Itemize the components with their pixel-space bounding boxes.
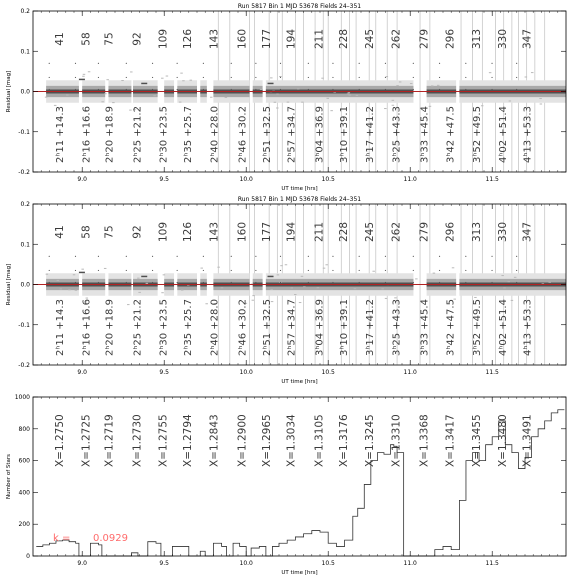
field-dot <box>126 282 127 283</box>
field-dot <box>308 256 309 257</box>
field-coord-label: 3ʰ42 +47.5 <box>445 299 457 356</box>
field-dot <box>516 77 517 78</box>
field-dot <box>126 256 127 257</box>
field-dot <box>49 77 50 78</box>
field-dot <box>98 77 99 78</box>
field-dot <box>280 77 281 78</box>
field-number-label: 347 <box>521 28 534 50</box>
field-number-label: 279 <box>418 221 431 243</box>
field-dot <box>203 270 204 271</box>
x-tick-label: 9.0 <box>77 176 87 183</box>
field-coord-label: 2ʰ16 +16.6 <box>81 106 93 163</box>
field-dot <box>385 282 386 283</box>
field-number-label: 211 <box>313 28 326 50</box>
field-dot <box>255 89 256 90</box>
field-number-label: 143 <box>208 221 221 243</box>
field-number-label: 313 <box>470 221 483 243</box>
field-dot <box>516 89 517 90</box>
field-coord-label: 2ʰ11 +14.3 <box>55 299 67 356</box>
field-dot <box>126 63 127 64</box>
field-dot <box>308 89 309 90</box>
field-number-label: 75 <box>103 32 116 46</box>
field-dot <box>255 282 256 283</box>
airmass-label: X=1.2965 <box>260 414 273 467</box>
y-tick-label: 400 <box>18 489 30 497</box>
x-tick-label: 9.0 <box>77 369 87 376</box>
x-axis-label: UT time [hrs] <box>281 186 318 192</box>
airmass-label: X=1.2900 <box>236 414 249 467</box>
field-number-label: 143 <box>208 28 221 50</box>
field-dot <box>491 270 492 271</box>
field-coord-label: 2ʰ30 +23.5 <box>158 299 170 356</box>
field-dot <box>231 256 232 257</box>
field-number-label: 126 <box>182 221 195 243</box>
field-dot <box>439 282 440 283</box>
y-tick-label: 0.2 <box>20 201 30 208</box>
field-dot <box>413 63 414 64</box>
x-tick-label: 11.5 <box>485 176 499 183</box>
field-dot <box>359 256 360 257</box>
field-coord-label: 3ʰ52 +49.5 <box>471 106 483 163</box>
field-number-label: 330 <box>497 221 510 243</box>
chart-title: Run 5817 Bin 1 MJD 53678 Fields 24–351 <box>237 3 362 10</box>
field-dot <box>75 89 76 90</box>
field-dot <box>49 282 50 283</box>
x-tick-label: 9.0 <box>77 560 87 567</box>
airmass-label: X=1.3491 <box>521 414 534 467</box>
y-tick-label: 1000 <box>14 394 30 401</box>
field-dot <box>255 270 256 271</box>
field-coord-label: 3ʰ10 +39.1 <box>338 299 350 356</box>
field-dot <box>359 282 360 283</box>
x-tick-label: 9.5 <box>159 369 169 376</box>
airmass-label: X=1.2750 <box>54 414 67 467</box>
field-number-label: 109 <box>157 28 170 50</box>
field-dot <box>385 77 386 78</box>
field-dot <box>177 89 178 90</box>
field-coord-label: 2ʰ46 +30.2 <box>237 299 249 356</box>
field-dot <box>413 256 414 257</box>
field-coord-label: 2ʰ46 +30.2 <box>237 106 249 163</box>
field-dot <box>359 63 360 64</box>
field-dot <box>152 256 153 257</box>
field-coord-label: 2ʰ51 +32.5 <box>261 299 273 356</box>
y-tick-label: -0.1 <box>18 321 30 329</box>
x-tick-label: 10.5 <box>321 369 335 376</box>
field-dot <box>177 63 178 64</box>
field-dot <box>280 256 281 257</box>
field-dot <box>516 256 517 257</box>
field-dot <box>177 270 178 271</box>
field-coord-label: 3ʰ25 +43.3 <box>391 106 403 163</box>
field-dot <box>332 77 333 78</box>
y-tick-label: 800 <box>18 425 30 433</box>
field-number-label: 160 <box>236 28 249 50</box>
airmass-label: X=1.2719 <box>103 414 116 467</box>
field-dot <box>203 256 204 257</box>
y-tick-label: 0 <box>26 553 30 560</box>
x-tick-label: 11.5 <box>485 560 499 567</box>
y-tick-label: 0.2 <box>20 8 30 15</box>
field-dot <box>75 63 76 64</box>
field-number-label: 41 <box>54 225 67 239</box>
field-dot <box>413 270 414 271</box>
field-dot <box>385 270 386 271</box>
field-dot <box>465 77 466 78</box>
y-tick-label: -0.1 <box>18 128 30 136</box>
field-coord-label: 2ʰ25 +21.2 <box>132 299 144 356</box>
field-dot <box>49 89 50 90</box>
airmass-label: X=1.2755 <box>157 414 170 467</box>
x-tick-label: 9.5 <box>159 560 169 567</box>
chart-title: Run 5817 Bin 1 MJD 53678 Fields 24–351 <box>237 196 362 203</box>
field-coord-label: 2ʰ57 +34.7 <box>286 299 298 356</box>
field-dot <box>385 89 386 90</box>
y-tick-label: 200 <box>18 521 30 529</box>
field-dot <box>75 256 76 257</box>
field-number-label: 109 <box>157 221 170 243</box>
y-tick-label: -0.2 <box>18 362 30 369</box>
field-dot <box>231 282 232 283</box>
field-dot <box>255 256 256 257</box>
airmass-label: X=1.3417 <box>444 414 457 467</box>
field-coord-label: 3ʰ17 +41.2 <box>365 299 377 356</box>
field-dot <box>98 270 99 271</box>
airmass-label: X=1.3480 <box>497 414 510 467</box>
field-dot <box>49 270 50 271</box>
y-tick-label: -0.2 <box>18 169 30 176</box>
field-coord-label: 2ʰ30 +23.5 <box>158 106 170 163</box>
field-dot <box>465 282 466 283</box>
field-number-label: 75 <box>103 225 116 239</box>
field-dot <box>98 63 99 64</box>
field-dot <box>152 63 153 64</box>
field-coord-label: 2ʰ20 +18.9 <box>104 299 116 356</box>
airmass-label: X=1.2794 <box>182 414 195 467</box>
field-number-label: 228 <box>337 28 350 50</box>
field-coord-label: 2ʰ51 +32.5 <box>261 106 273 163</box>
field-dot <box>439 63 440 64</box>
field-dot <box>280 270 281 271</box>
field-dot <box>177 256 178 257</box>
field-dot <box>280 282 281 283</box>
y-axis-label: Number of Stars <box>6 453 12 500</box>
field-dot <box>491 77 492 78</box>
extinction-value: 0.0929 <box>93 533 128 544</box>
residual-panel-top <box>6 3 566 192</box>
field-number-label: 126 <box>182 28 195 50</box>
field-coord-label: 2ʰ35 +25.7 <box>183 299 195 356</box>
field-dot <box>203 282 204 283</box>
field-dot <box>49 256 50 257</box>
field-dot <box>177 282 178 283</box>
field-dot <box>491 256 492 257</box>
airmass-label: X=1.2725 <box>80 414 93 467</box>
field-dot <box>98 282 99 283</box>
field-dot <box>491 63 492 64</box>
field-dot <box>126 270 127 271</box>
extinction-symbol: k = <box>53 533 71 544</box>
y-tick-label: 600 <box>18 457 30 465</box>
field-dot <box>98 89 99 90</box>
field-dot <box>332 256 333 257</box>
field-dot <box>491 89 492 90</box>
y-tick-label: 0.0 <box>20 281 30 289</box>
field-number-label: 160 <box>236 221 249 243</box>
field-dot <box>332 282 333 283</box>
field-dot <box>280 89 281 90</box>
y-axis-label: Residual [mag] <box>6 263 12 306</box>
field-number-label: 330 <box>497 28 510 50</box>
field-dot <box>413 77 414 78</box>
airmass-label: X=1.3245 <box>364 414 377 467</box>
field-dot <box>152 77 153 78</box>
x-tick-label: 10.0 <box>239 560 253 567</box>
field-dot <box>308 77 309 78</box>
field-number-label: 245 <box>364 221 377 243</box>
field-coord-label: 3ʰ33 +45.4 <box>419 106 431 163</box>
field-dot <box>332 270 333 271</box>
y-axis-label: Residual [mag] <box>6 70 12 113</box>
field-dot <box>231 63 232 64</box>
field-dot <box>465 270 466 271</box>
y-tick-label: 0.1 <box>20 48 30 56</box>
field-number-label: 177 <box>260 221 273 243</box>
field-coord-label: 3ʰ17 +41.2 <box>365 106 377 163</box>
field-number-label: 92 <box>131 32 144 46</box>
field-coord-label: 3ʰ33 +45.4 <box>419 299 431 356</box>
field-coord-label: 2ʰ11 +14.3 <box>55 106 67 163</box>
airmass-label: X=1.3105 <box>313 414 326 467</box>
airmass-label: X=1.3034 <box>285 414 298 467</box>
field-coord-label: 3ʰ04 +36.9 <box>314 106 326 163</box>
field-dot <box>49 63 50 64</box>
field-number-label: 245 <box>364 28 377 50</box>
field-coord-label: 2ʰ20 +18.9 <box>104 106 116 163</box>
field-number-label: 262 <box>390 221 403 243</box>
field-number-label: 194 <box>285 221 298 243</box>
field-dot <box>516 282 517 283</box>
field-dot <box>385 63 386 64</box>
star-count-panel <box>6 394 566 576</box>
field-dot <box>439 89 440 90</box>
field-dot <box>413 282 414 283</box>
field-dot <box>465 89 466 90</box>
field-dot <box>231 77 232 78</box>
field-dot <box>516 270 517 271</box>
field-dot <box>231 270 232 271</box>
field-dot <box>203 77 204 78</box>
y-tick-label: 0.0 <box>20 88 30 96</box>
airmass-label: X=1.3310 <box>390 414 403 467</box>
field-dot <box>98 256 99 257</box>
field-dot <box>255 63 256 64</box>
field-number-label: 41 <box>54 32 67 46</box>
field-number-label: 177 <box>260 28 273 50</box>
field-dot <box>126 89 127 90</box>
field-dot <box>75 270 76 271</box>
y-tick-label: 0.1 <box>20 241 30 249</box>
residual-panel-middle <box>6 196 566 385</box>
field-coord-label: 2ʰ57 +34.7 <box>286 106 298 163</box>
field-number-label: 228 <box>337 221 350 243</box>
field-coord-label: 4ʰ13 +53.3 <box>522 299 534 356</box>
field-number-label: 211 <box>313 221 326 243</box>
field-coord-label: 2ʰ40 +28.0 <box>209 106 221 163</box>
field-dot <box>308 282 309 283</box>
field-dot <box>280 63 281 64</box>
airmass-label: X=1.2730 <box>131 414 144 467</box>
field-coord-label: 2ʰ25 +21.2 <box>132 106 144 163</box>
field-dot <box>308 63 309 64</box>
field-dot <box>332 89 333 90</box>
field-number-label: 194 <box>285 28 298 50</box>
field-number-label: 313 <box>470 28 483 50</box>
x-tick-label: 9.5 <box>159 176 169 183</box>
x-tick-label: 10.5 <box>321 560 335 567</box>
x-axis-label: UT time [hrs] <box>281 379 318 385</box>
airmass-label: X=1.2843 <box>208 414 221 467</box>
field-dot <box>491 282 492 283</box>
field-dot <box>516 63 517 64</box>
field-coord-label: 2ʰ35 +25.7 <box>183 106 195 163</box>
field-number-label: 296 <box>444 221 457 243</box>
field-dot <box>359 77 360 78</box>
field-dot <box>465 256 466 257</box>
airmass-label: X=1.3455 <box>470 414 483 467</box>
field-number-label: 347 <box>521 221 534 243</box>
x-tick-label: 11.0 <box>403 369 417 376</box>
field-dot <box>177 77 178 78</box>
field-dot <box>152 282 153 283</box>
field-dot <box>465 63 466 64</box>
field-number-label: 58 <box>80 225 93 239</box>
x-tick-label: 10.5 <box>321 176 335 183</box>
field-dot <box>439 256 440 257</box>
field-dot <box>203 63 204 64</box>
airmass-label: X=1.3176 <box>337 414 350 467</box>
field-number-label: 92 <box>131 225 144 239</box>
field-coord-label: 4ʰ02 +51.4 <box>498 106 510 163</box>
field-dot <box>385 256 386 257</box>
field-dot <box>231 89 232 90</box>
field-number-label: 296 <box>444 28 457 50</box>
field-dot <box>359 89 360 90</box>
x-tick-label: 10.0 <box>239 369 253 376</box>
field-coord-label: 2ʰ16 +16.6 <box>81 299 93 356</box>
field-dot <box>439 270 440 271</box>
field-dot <box>413 89 414 90</box>
field-coord-label: 3ʰ10 +39.1 <box>338 106 350 163</box>
field-coord-label: 3ʰ25 +43.3 <box>391 299 403 356</box>
field-dot <box>439 77 440 78</box>
field-coord-label: 4ʰ02 +51.4 <box>498 299 510 356</box>
x-tick-label: 11.5 <box>485 369 499 376</box>
field-number-label: 262 <box>390 28 403 50</box>
field-dot <box>126 77 127 78</box>
x-tick-label: 11.0 <box>403 176 417 183</box>
field-dot <box>203 89 204 90</box>
field-dot <box>255 77 256 78</box>
field-dot <box>332 63 333 64</box>
field-coord-label: 3ʰ42 +47.5 <box>445 106 457 163</box>
airmass-label: X=1.3368 <box>418 414 431 467</box>
field-coord-label: 3ʰ52 +49.5 <box>471 299 483 356</box>
field-dot <box>308 270 309 271</box>
x-axis-label: UT time [hrs] <box>281 570 318 576</box>
field-coord-label: 4ʰ13 +53.3 <box>522 106 534 163</box>
x-tick-label: 10.0 <box>239 176 253 183</box>
field-coord-label: 2ʰ40 +28.0 <box>209 299 221 356</box>
field-dot <box>75 282 76 283</box>
field-dot <box>152 270 153 271</box>
x-tick-label: 11.0 <box>403 560 417 567</box>
field-number-label: 58 <box>80 32 93 46</box>
field-dot <box>75 77 76 78</box>
field-dot <box>152 89 153 90</box>
field-dot <box>359 270 360 271</box>
field-number-label: 279 <box>418 28 431 50</box>
field-coord-label: 3ʰ04 +36.9 <box>314 299 326 356</box>
